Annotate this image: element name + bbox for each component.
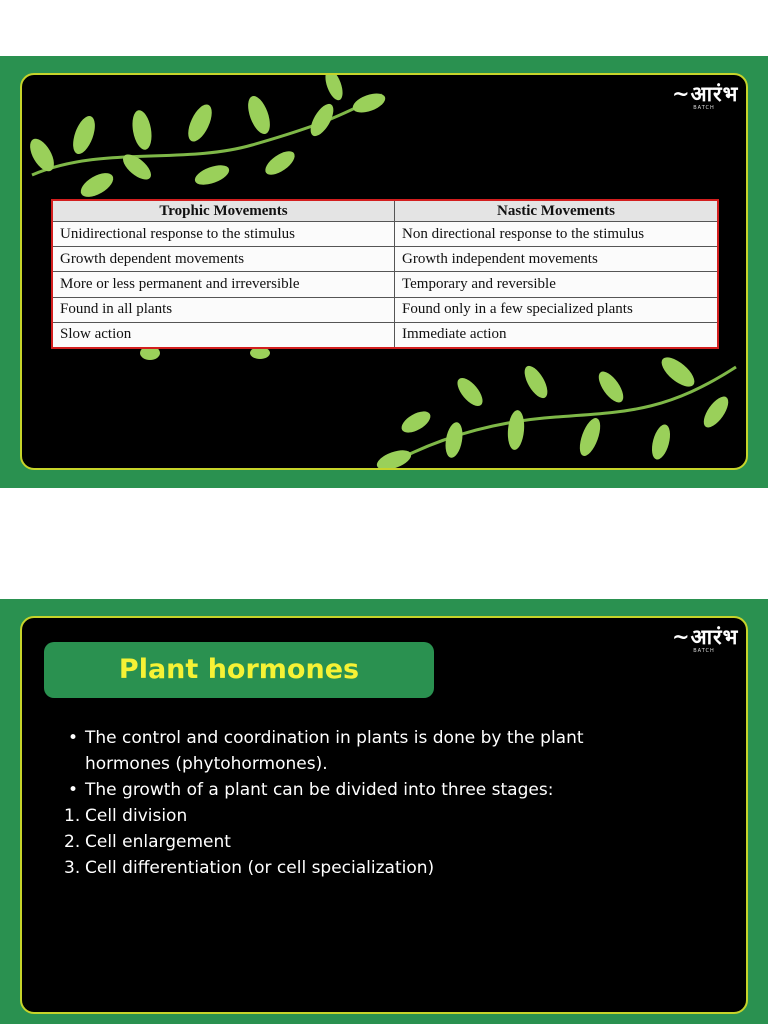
table-row [52,247,718,272]
bullet-marker: • [68,728,79,748]
brand-logo-text: ~आरंभ [672,624,739,649]
list-item-text: hormones (phytohormones). [85,754,328,774]
vine-decoration-top [22,75,402,205]
table-row [52,322,718,348]
list-item-text: Cell enlargement [85,832,231,852]
slide-plant-hormones [0,599,768,1024]
brand-logo-text: ~आरंभ [672,81,739,106]
table-cell: Temporary and reversible [395,272,719,297]
table-header-trophic: Trophic Movements [52,200,395,222]
comparison-table [51,199,719,349]
table-cell: Unidirectional response to the stimulus [52,222,395,247]
list-item-text: The control and coordination in plants is done by the plant [85,728,584,748]
brand-logo-subtext: BATCH [693,105,715,111]
list-item [64,751,644,777]
table-cell: Found in all plants [52,297,395,322]
brand-logo [672,624,739,660]
list-item [64,855,644,881]
vine-leaf-peek-left [128,347,278,377]
slide-title: Plant hormones [44,642,434,698]
table-row [52,222,718,247]
list-item-text: Cell division [85,806,188,826]
number-marker: 2. [64,832,81,852]
list-item [64,803,644,829]
table-row [52,272,718,297]
slide-panel [20,73,748,470]
table-cell: Non directional response to the stimulus [395,222,719,247]
table-cell: Growth independent movements [395,247,719,272]
table-header-nastic: Nastic Movements [395,200,719,222]
slide-trophic-vs-nastic [0,56,768,488]
number-marker: 1. [64,806,81,826]
vine-decoration-bottom [366,342,746,470]
bullet-marker: • [68,780,79,800]
slide-panel [20,616,748,1014]
list-item [64,777,644,803]
table-cell: Immediate action [395,322,719,348]
table-row [52,297,718,322]
brand-logo [672,81,739,117]
table-cell: More or less permanent and irreversible [52,272,395,297]
table-cell: Found only in a few specialized plants [395,297,719,322]
table-cell: Slow action [52,322,395,348]
table-header-row [52,200,718,222]
list-item-text: The growth of a plant can be divided into three stages: [85,780,554,800]
list-item [64,829,644,855]
brand-logo-subtext: BATCH [693,648,715,654]
number-marker: 3. [64,858,81,878]
list-item [64,725,644,751]
table-cell: Growth dependent movements [52,247,395,272]
list-item-text: Cell differentiation (or cell specialization) [85,858,435,878]
bullet-list [64,725,644,881]
